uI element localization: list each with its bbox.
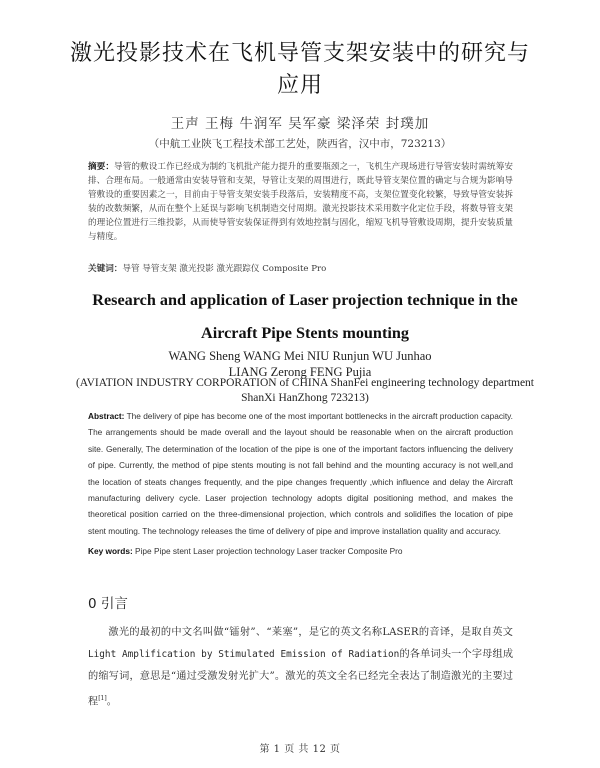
chinese-authors: 王声 王梅 牛润军 吴军豪 梁泽荣 封璞加 [170, 116, 430, 132]
intro-text-3: 。 [106, 696, 117, 708]
english-keywords-text: Pipe Pipe stent Laser projection technology Laser tracker Composite Pro [132, 546, 403, 556]
intro-text-english-phrase: Light Amplification by Stimulated Emission of Radiation [88, 649, 400, 660]
chinese-abstract-text: 导管的敷设工作已经成为制约飞机批产能力提升的重要瓶颈之一，飞机生产现场进行导管安装时需统筹安排、合理布局。一般通常由安装导管和支架，导管让支架的周围进行，既此导管支架位置的确定与合规为影响导管敷设的重要因素之一，目前由于导管支架安装手段落后，安装精度不高，支架位置变化较繁，导致导管安装拆装的改数频繁，从而在整个上延误与影响飞机制造交付周期。激光投影技术采用数字化定位手段，将数导管支架的理论位置进行三维投影，从而使导管安装保证得到有效地控制与固化，缩短飞机导管敷设周期，提升安装质量与精度。 [88, 162, 513, 242]
citation-reference[interactable]: [1] [98, 695, 107, 702]
chinese-keywords [88, 262, 513, 274]
intro-text-1: 激光的最初的中文名叫做“镭射”、“莱塞”，是它的英文名称LASER的音译，是取自英文 [108, 627, 513, 638]
chinese-affiliation: （中航工业陕飞工程技术部工艺处，陕西省，汉中市，723213） [148, 138, 452, 150]
chinese-title: 激光投影技术在飞机导管支架安装中的研究与应用 [69, 41, 530, 98]
english-abstract [88, 408, 513, 539]
introduction-paragraph [88, 622, 513, 713]
english-authors-line-2: LIANG Zerong FENG Pujia [228, 365, 372, 379]
page-footer: 第 1 页 共 12 页 [259, 744, 341, 755]
chinese-keywords-label: 关键词： [88, 264, 123, 274]
chinese-abstract [88, 160, 513, 244]
chinese-abstract-label: 摘要： [88, 162, 115, 172]
english-affiliation: (AVIATION INDUSTRY CORPORATION of CHINA ShanFei engineering technology department ShanXi HanZhong 723213) [75, 377, 535, 404]
section-heading-introduction: 0 引言 [88, 596, 128, 612]
english-abstract-label: Abstract: [88, 411, 125, 421]
english-title: Research and application of Laser projection technique in the Aircraft Pipe Stents mounting [92, 291, 518, 342]
english-authors-line-1: WANG Sheng WANG Mei NIU Runjun WU Junhao [168, 349, 432, 363]
english-keywords-label: Key words: [88, 546, 133, 556]
chinese-keywords-text: 导管 导管支架 激光投影 激光跟踪仪 Composite Pro [122, 264, 327, 274]
english-abstract-text: The delivery of pipe has become one of the most important bottlenecks in the aircraft production capacity. The arrangements should be made overall and the layout should be reasonable when on the aircraft production site. Generally, The determination of the location of the pipe is one of the important factors influencing the delivery of pipe. Currently, the method of pipe stents mouting is not fall behind and the mounting accuracy is not well,and the location of steats changes frequently, and the pipe changes frequently ,which influence and delay the Aircraft manufacturing delivery cycle. Laser projection technology adopts digital positioning method, and makes the theoretical position carried on the three-dimensional projection, which controls and solidifies the location of pipe stent mouting. The technology releases the time of delivery of pipe and improve installation quality and accuracy. [88, 411, 513, 536]
intro-text-2: 的各单词头一个字母组成的缩写词，意思是“通过受激发射光扩大”。激光的英文全名已经完全表达了制造激光的主要过程 [88, 649, 514, 708]
english-keywords [88, 546, 513, 556]
